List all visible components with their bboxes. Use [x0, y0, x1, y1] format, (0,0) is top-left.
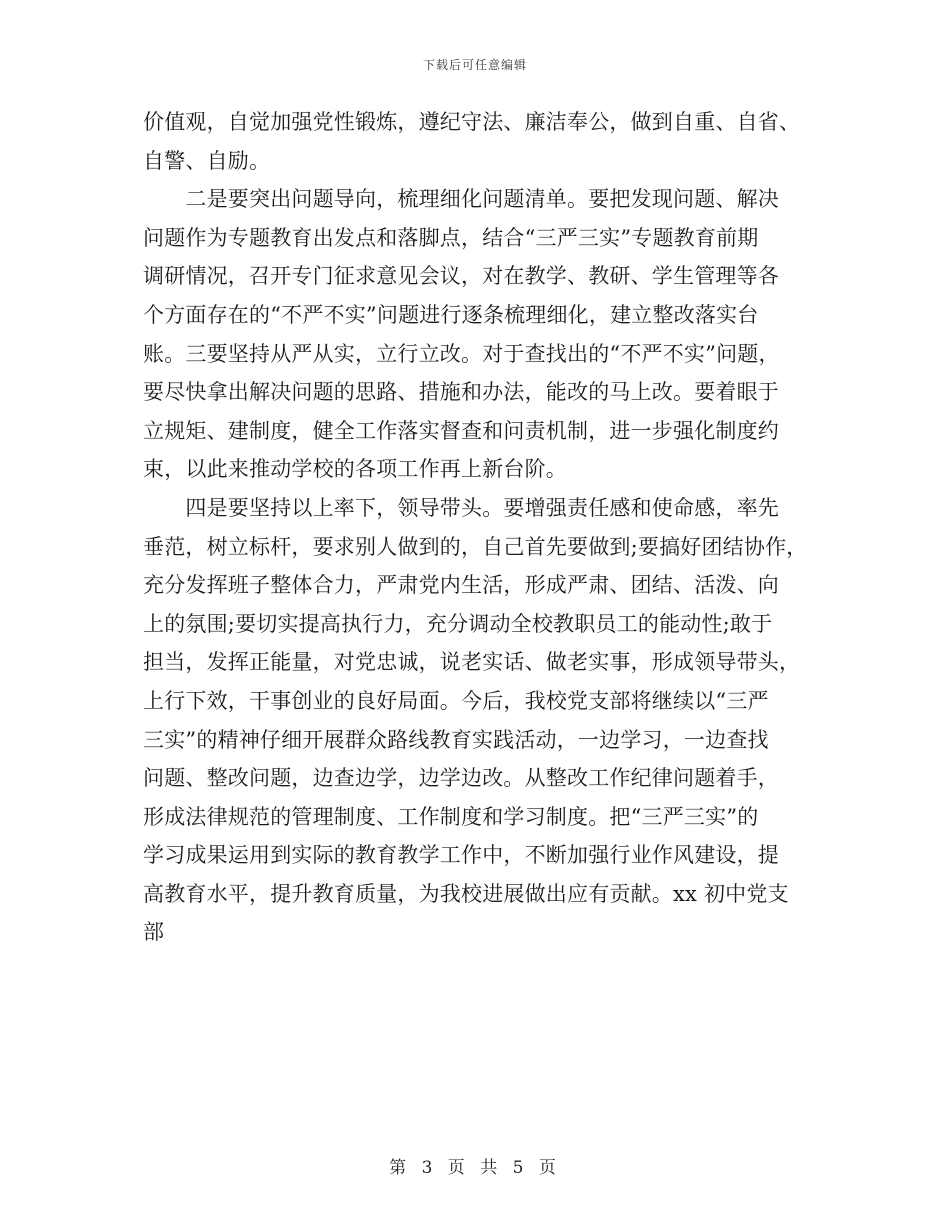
text-line: 形成法律规范的管理制度、工作制度和学习制度。把“三严三实”的: [143, 804, 759, 829]
text-line: 部: [143, 920, 165, 945]
text-line: 个方面存在的“不严不实”问题进行逐条梳理细化，建立整改落实台: [143, 302, 759, 327]
text-line: 问题作为专题教育出发点和落脚点，结合“三严三实”专题教育前期: [143, 225, 759, 250]
text-line: 要尽快拿出解决问题的思路、措施和办法，能改的马上改。要着眼于: [143, 380, 779, 405]
text-line: 垂范，树立标杆，要求别人做到的，自己首先要做到;要搞好团结协作，: [143, 534, 808, 559]
text-line: 束，以此来推动学校的各项工作再上新台阶。: [143, 457, 567, 482]
page-number-footer: 第 3 页 共 5 页: [389, 1158, 561, 1178]
text-line: 问题、整改问题，边查边学，边学边改。从整改工作纪律问题着手，: [143, 766, 779, 791]
text-line: 四是要坚持以上率下，领导带头。要增强责任感和使命感，率先: [143, 495, 779, 520]
text-line: 自警、自励。: [143, 148, 271, 173]
text-line: 上的氛围;要切实提高执行力，充分调动全校教职员工的能动性;敢于: [143, 611, 773, 636]
text-line: 二是要突出问题导向，梳理细化问题清单。要把发现问题、解决: [143, 187, 779, 212]
text-line: 账。三要坚持从严从实，立行立改。对于查找出的“不严不实”问题，: [143, 341, 780, 366]
text-line: 价值观，自觉加强党性锻炼，遵纪守法、廉洁奉公，做到自重、自省、: [143, 110, 801, 134]
text-line: 调研情况，召开专门征求意见会议，对在教学、教研、学生管理等各: [143, 264, 779, 289]
text-line: 学习成果运用到实际的教育教学工作中，不断加强行业作风建设，提: [143, 843, 779, 868]
text-line: 立规矩、建制度，健全工作落实督查和问责机制，进一步强化制度约: [143, 418, 779, 443]
text-line: 充分发挥班子整体合力，严肃党内生活，形成严肃、团结、活泼、向: [143, 573, 779, 598]
header-note: 下载后可任意编辑: [422, 58, 527, 72]
text-line: 上行下效，干事创业的良好局面。今后，我校党支部将继续以“三严: [143, 688, 769, 713]
text-line: 高教育水平，提升教育质量，为我校进展做出应有贡献。xx 初中党支: [143, 881, 789, 906]
document-body: [143, 103, 815, 952]
text-line: 三实”的精神仔细开展群众路线教育实践活动，一边学习，一边查找: [143, 727, 769, 752]
text-line: 担当，发挥正能量，对党忠诚，说老实话、做老实事，形成领导带头，: [143, 650, 801, 675]
